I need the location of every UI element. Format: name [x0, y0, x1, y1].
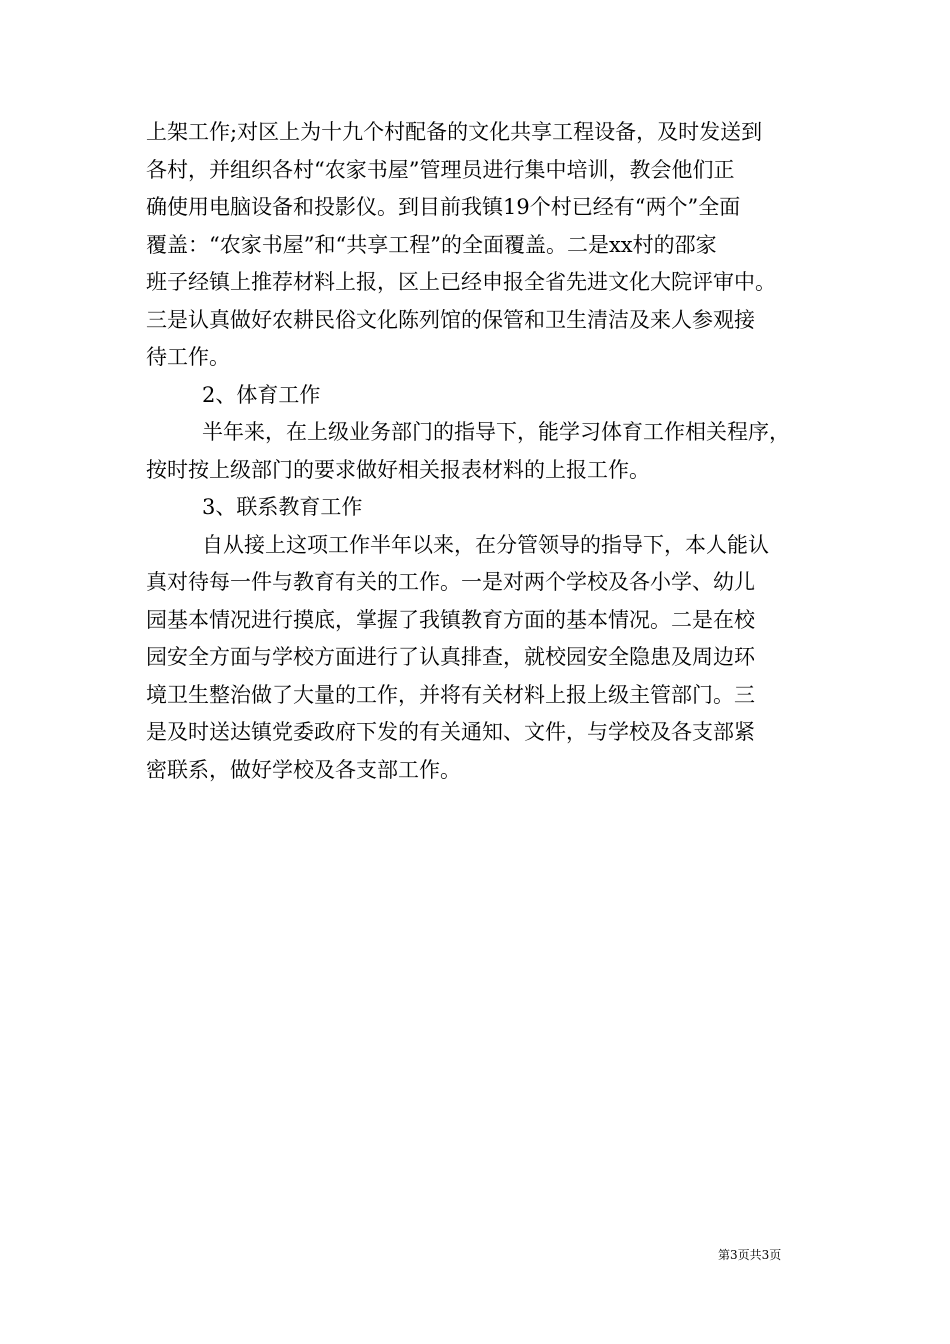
- page-number-footer: 第3页共3页: [718, 1248, 782, 1262]
- paragraph-line: 园安全方面与学校方面进行了认真排查，就校园安全隐患及周边环: [146, 645, 755, 669]
- paragraph-line: 境卫生整治做了大量的工作，并将有关材料上报上级主管部门。三: [146, 682, 755, 707]
- paragraph-line: 是及时送达镇党委政府下发的有关通知、文件，与学校及各支部紧: [146, 720, 755, 744]
- paragraph-line: 密联系，做好学校及各支部工作。: [146, 757, 461, 782]
- paragraph-line: 各村，并组织各村“农家书屋”管理员进行集中培训，教会他们正: [146, 157, 735, 182]
- paragraph-line: 按时按上级部门的要求做好相关报表材料的上报工作。: [146, 457, 650, 482]
- paragraph-line: 待工作。: [146, 345, 230, 369]
- paragraph-line: 真对待每一件与教育有关的工作。一是对两个学校及各小学、幼儿: [146, 570, 755, 594]
- paragraph-line: 确使用电脑设备和投影仪。到目前我镇19个村已经有“两个”全面: [146, 195, 741, 219]
- document-body: [146, 114, 826, 789]
- paragraph-line: 三是认真做好农耕民俗文化陈列馆的保管和卫生清洁及来人参观接: [146, 307, 755, 332]
- paragraph-line: 半年来，在上级业务部门的指导下，能学习体育工作相关程序，: [202, 420, 790, 444]
- paragraph-line: 自从接上这项工作半年以来，在分管领导的指导下，本人能认: [202, 532, 769, 557]
- section-heading-sports: 2、体育工作: [202, 382, 321, 407]
- section-heading-education: 3、联系教育工作: [202, 495, 363, 519]
- paragraph-line: 园基本情况进行摸底，掌握了我镇教育方面的基本情况。二是在校: [146, 607, 755, 632]
- paragraph-line: 班子经镇上推荐材料上报，区上已经申报全省先进文化大院评审中。: [146, 270, 776, 294]
- paragraph-line: 覆盖：“农家书屋”和“共享工程”的全面覆盖。二是xx村的邵家: [146, 232, 717, 257]
- paragraph-line: 上架工作;对区上为十九个村配备的文化共享工程设备，及时发送到: [146, 120, 763, 144]
